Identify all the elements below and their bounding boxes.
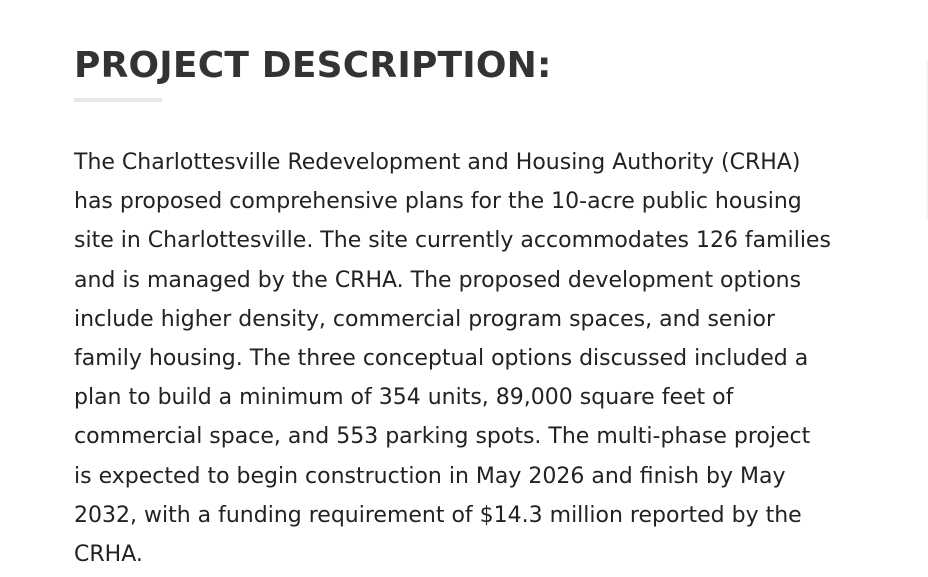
project-description-section [74,40,904,574]
description-line: has proposed comprehensive plans for the 10-acre public housing [74,189,802,215]
project-description-text [74,143,902,574]
description-line: include higher density, commercial program spaces, and senior [74,306,776,332]
description-line: 2032, with a funding requirement of $14.3 million reported by the [74,502,802,528]
description-line: CRHA. [74,542,143,568]
description-line: is expected to begin construction in May 2026 and finish by May [74,463,786,489]
section-title: PROJECT DESCRIPTION: [74,45,552,86]
description-line: site in Charlottesville. The site currently accommodates 126 families [74,228,831,254]
description-line: family housing. The three conceptual options discussed included a [74,346,809,372]
description-line: and is managed by the CRHA. The proposed development options [74,267,802,293]
description-line: The Charlottesville Redevelopment and Housing Authority (CRHA) [74,150,801,175]
description-line: plan to build a minimum of 354 units, 89,000 square feet of [74,385,734,411]
title-underline [74,98,162,102]
description-line: commercial space, and 553 parking spots. The multi-phase project [74,424,811,450]
